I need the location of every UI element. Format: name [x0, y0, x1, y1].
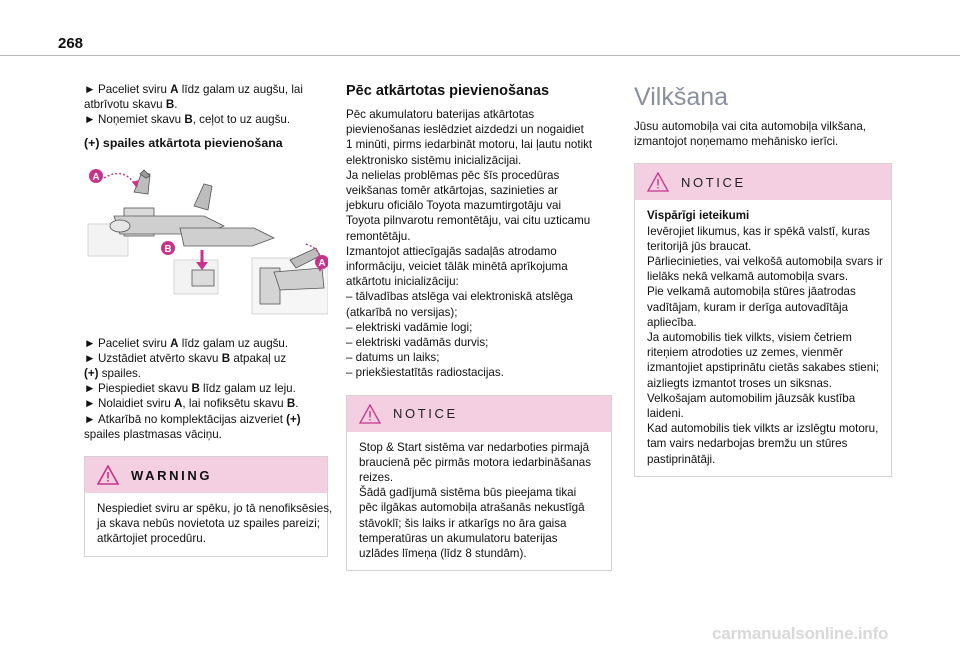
text-line: uzlādes līmeņa (līdz 8 stundām).: [359, 547, 527, 561]
text-line: Jūsu automobiļa vai cita automobiļa vilkšana,: [634, 120, 866, 133]
column-middle: [346, 82, 612, 571]
svg-text:A: A: [318, 257, 326, 269]
text-line: [84, 412, 328, 427]
text-run: .: [295, 397, 299, 411]
page-number: 268: [58, 35, 84, 52]
towing-notice-heading: Vispārīgi ieteikumi: [647, 209, 750, 223]
text-line: informāciju, veiciet tālāk minētā aprīkojuma: [346, 260, 568, 274]
bullet-arrow-icon: ►: [84, 113, 96, 127]
text-line: vadītājam, kuram ir derīga autovadītāja: [647, 300, 849, 314]
text-run: Paceliet sviru: [98, 83, 171, 96]
clamp-illustration: [84, 164, 328, 324]
text-line: tam vairs nedarbojas bremžu un stūres: [647, 437, 848, 451]
notice-title-towing: NOTICE: [681, 174, 746, 190]
text-line: laideni.: [647, 407, 684, 421]
text-line: elektronisko sistēmu inicializācijai.: [346, 153, 522, 167]
text-line: Kad automobilis tiek vilkts ar izslēgtu motoru,: [647, 422, 879, 436]
text-run: (+): [84, 367, 99, 381]
notice-header: [347, 396, 611, 432]
text-line: ja skava nebūs novietota uz spailes pareizi;: [97, 517, 320, 531]
column-right: [634, 82, 892, 477]
text-line: reizes.: [359, 471, 394, 485]
text-line: [84, 381, 328, 396]
text-line: [84, 112, 328, 127]
text-line: 1 minūti, pirms iedarbināt motoru, lai ļautu notikt: [346, 138, 593, 152]
top-rule: [0, 55, 960, 56]
text-run: A: [174, 397, 183, 411]
text-run: spailes plastmasas vāciņu.: [84, 427, 222, 441]
text-line: Nespiediet sviru ar spēku, jo tā nenofiksēsies,: [97, 502, 333, 516]
towing-notice-body: [635, 200, 891, 475]
badge-b: [161, 241, 175, 255]
text-line: atkārtotu inicializāciju:: [346, 275, 459, 289]
text-line: apliecība.: [647, 315, 697, 329]
text-run: B: [191, 382, 200, 396]
text-run: A: [170, 336, 179, 350]
bullet-arrow-icon: ►: [84, 412, 96, 426]
text-run: Paceliet sviru: [98, 336, 171, 350]
warning-triangle-icon: [97, 465, 119, 485]
bullet-arrow-icon: ►: [84, 397, 96, 411]
text-line: remontētāju.: [346, 229, 411, 243]
towing-intro: [634, 119, 892, 149]
text-line: [84, 427, 328, 442]
section-title-after-reconnect: Pēc atkārtotas pievienošanas: [346, 83, 550, 99]
text-line: jebkuru oficiālo Toyota mazumtirgotāju vai: [346, 199, 562, 213]
text-run: Nolaidiet sviru: [98, 397, 175, 411]
text-run: atpakaļ uz: [230, 351, 287, 365]
svg-text:A: A: [92, 171, 100, 183]
text-line: teritorijā jūs braucat.: [647, 239, 752, 253]
watermark-logo: carmanualsonline.info: [712, 624, 889, 643]
text-line: atkārtojiet procedūru.: [97, 532, 206, 546]
reconnect-steps: [84, 336, 328, 442]
text-line: Ja nelielas problēmas pēc šīs procedūras: [346, 168, 560, 182]
text-line: Šādā gadījumā sistēma būs pieejama tikai: [359, 486, 577, 500]
text-run: Atkarībā no komplektācijas aizveriet: [98, 412, 287, 426]
text-line: pievienošanas ieslēdziet aizdedzi un nogaidiet: [346, 123, 584, 137]
badge-a-left: [89, 169, 103, 183]
warning-body: [85, 493, 333, 556]
text-line: Stop & Start sistēma var nedarboties pirmajā: [359, 440, 590, 454]
text-run: (+): [286, 412, 301, 426]
battery-clamp-figure: [84, 164, 328, 324]
bullet-arrow-icon: ►: [84, 336, 96, 350]
text-line: [84, 351, 328, 366]
text-line: [84, 396, 328, 411]
text-line: Velkošajam automobilim jāuzsāk kustība: [647, 391, 856, 405]
bullet-arrow-icon: ►: [84, 83, 96, 96]
section-title-towing: Vilkšana: [634, 83, 729, 111]
text-line: Pēc akumulatoru baterijas atkārtotas: [346, 108, 535, 121]
text-line: [84, 97, 328, 112]
text-run: līdz galam uz augšu.: [178, 336, 289, 350]
text-run: Piespiediet skavu: [98, 382, 192, 396]
text-line: lielāks nekā velkamā automobiļa svars.: [647, 270, 849, 284]
text-line: Pārliecinieties, vai velkošā automobiļa svars ir: [647, 255, 883, 269]
svg-text:B: B: [164, 243, 172, 255]
text-line: Ievērojiet likumus, kas ir spēkā valstī, kuras: [647, 224, 870, 238]
text-line: izmantojiet apstiprinātu cietās sakabes stieni;: [647, 361, 879, 375]
warning-box: [84, 456, 333, 557]
text-line: [84, 336, 328, 351]
column-left: [84, 82, 333, 557]
subhead-reconnect: (+) spailes atkārtota pievienošana: [84, 135, 283, 150]
text-line: – elektriski vadāmie logi;: [346, 320, 473, 334]
bullet-arrow-icon: ►: [84, 382, 96, 396]
text-line: temperatūras un akumulatoru baterijas: [359, 531, 558, 545]
text-line: – priekšiestatītās radiostacijas.: [346, 366, 504, 380]
text-run: B: [184, 113, 193, 127]
text-line: [84, 366, 328, 381]
notice-title: NOTICE: [393, 406, 458, 422]
text-line: veikšanas tomēr atkārtojas, sazinieties ar: [346, 184, 558, 198]
text-line: pastiprinātāji.: [647, 452, 716, 466]
after-reconnect-text: [346, 107, 612, 381]
text-run: , lai nofiksētu skavu: [182, 397, 287, 411]
text-run: A: [170, 83, 179, 96]
text-run: līdz galam uz augšu, lai: [178, 83, 303, 96]
text-line: Pie velkamā automobiļa stūres jāatrodas: [647, 285, 856, 299]
text-line: braucienā pēc pirmās motora iedarbināšanas: [359, 455, 592, 469]
notice-body: [347, 432, 611, 571]
intro-steps: [84, 82, 328, 128]
warning-header: [85, 457, 327, 493]
towing-notice-lines: [647, 224, 883, 467]
text-run: , ceļot to uz augšu.: [192, 113, 291, 127]
text-line: izmantojot noņemamo mehānisko ierīci.: [634, 135, 839, 149]
notice-triangle-icon: [359, 404, 381, 424]
text-run: līdz galam uz leju.: [199, 382, 296, 396]
text-line: Toyota pilnvarotu remontētāju, vai citu uzticamu: [346, 214, 591, 228]
text-run: Uzstādiet atvērto skavu: [98, 351, 222, 365]
notice-box-stop-start: [346, 395, 612, 572]
text-line: – datums un laiks;: [346, 351, 440, 365]
text-line: Ja automobilis tiek vilkts, visiem četriem: [647, 331, 852, 345]
text-line: aizliegts izmantot troses un siksnas.: [647, 376, 832, 390]
bullet-arrow-icon: ►: [84, 351, 96, 365]
notice-header-towing: [635, 164, 891, 200]
text-line: (atkarībā no versijas);: [346, 305, 458, 319]
text-run: Noņemiet skavu: [98, 113, 185, 127]
text-run: atbrīvotu skavu: [84, 98, 166, 112]
text-run: B: [221, 351, 231, 365]
warning-title: WARNING: [131, 467, 213, 483]
text-line: stāvoklī; šis laiks ir atkarīgs no āra gaisa: [359, 516, 567, 530]
text-line: – elektriski vadāmās durvis;: [346, 336, 489, 350]
text-line: riteņiem atrodoties uz zemes, vienmēr: [647, 346, 843, 360]
text-line: – tālvadības atslēga vai elektroniskā atslēga: [346, 290, 573, 304]
text-line: Izmantojot attiecīgajās sadaļās atrodamo: [346, 244, 557, 258]
text-run: spailes.: [98, 367, 142, 381]
text-run: B: [286, 397, 296, 411]
text-line: [84, 82, 328, 97]
notice-triangle-icon: [647, 172, 669, 192]
text-run: B: [165, 98, 175, 112]
text-line: pēc ilgākas automobiļa atrašanās nekustīgā: [359, 501, 585, 515]
text-run: .: [174, 98, 178, 112]
notice-box-towing: [634, 163, 892, 476]
